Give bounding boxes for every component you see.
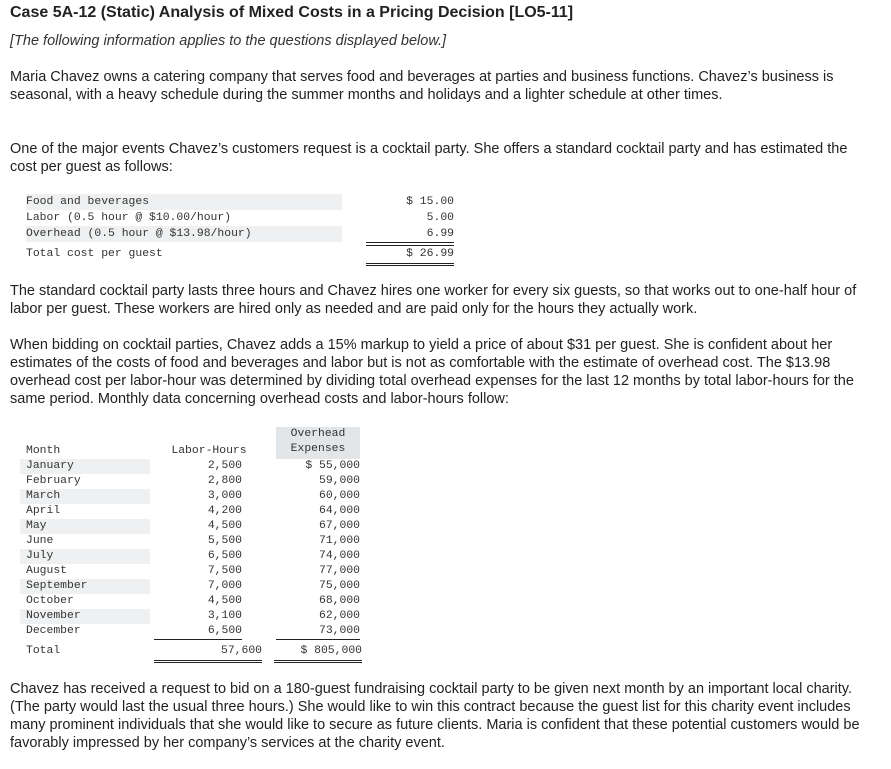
intro-note: [The following information applies to the questions displayed below.] — [10, 33, 447, 49]
monthly-total-row — [20, 642, 365, 660]
overhead-cell: $ 55,000 — [305, 460, 360, 472]
overhead-cell: 73,000 — [276, 624, 360, 640]
labor-hours-cell: 7,500 — [207, 565, 242, 577]
labor-hours-cell: 2,500 — [207, 460, 242, 472]
labor-hours-cell: 5,500 — [207, 535, 242, 547]
labor-hours-cell: 3,100 — [207, 610, 242, 622]
case-title: Case 5A-12 (Static) Analysis of Mixed Costs in a Pricing Decision [LO5-11] — [10, 4, 574, 21]
month-row — [20, 624, 365, 639]
monthly-rows — [20, 459, 365, 639]
cost-row-label: Food and beverages — [26, 194, 342, 210]
cost-row — [20, 210, 454, 226]
paragraph-labor: The standard cocktail party lasts three hours and Chavez hires one worker for every six guests, so that works out to one-half hour of labor per guest. These workers are hired only as needed and are paid only for the hours they actually work. — [10, 283, 857, 317]
month-row — [20, 519, 365, 534]
month-row — [20, 564, 365, 579]
month-row — [20, 489, 365, 504]
overhead-cell: 64,000 — [318, 505, 360, 517]
cost-row — [20, 226, 454, 242]
total-labor-hours-value: 57,600 — [220, 645, 262, 657]
month-row — [20, 579, 365, 594]
overhead-cell: 75,000 — [318, 580, 360, 592]
header-overhead-line2: Expenses — [290, 443, 346, 455]
month-cell: October — [26, 595, 74, 607]
header-overhead-line1: Overhead — [290, 428, 346, 440]
month-cell: August — [26, 565, 68, 577]
month-row — [20, 594, 365, 609]
overhead-cell: 71,000 — [318, 535, 360, 547]
month-cell: September — [20, 579, 150, 594]
labor-hours-cell: 4,200 — [207, 505, 242, 517]
month-cell: November — [20, 609, 150, 624]
month-row — [20, 459, 365, 474]
cost-row-label: Overhead (0.5 hour @ $13.98/hour) — [26, 226, 342, 242]
month-row — [20, 474, 365, 489]
total-label: Total — [26, 645, 61, 657]
labor-hours-cell: 4,500 — [207, 595, 242, 607]
cost-row — [20, 194, 454, 210]
paragraph-markup: When bidding on cocktail parties, Chavez adds a 15% markup to yield a price of about $31 per guest. She is confident about her estimates of the costs of food and beverages and labor but is not as comfortable with the estimate of overhead cost. The $13.98 overhead cost per labor-hour was determined by dividing total overhead expenses for the last 12 months by total labor-hours for the same period. Monthly data concerning overhead costs and labor-hours follow: — [10, 337, 854, 407]
month-cell: May — [20, 519, 150, 534]
cost-row-value: 5.00 — [426, 212, 454, 224]
month-cell: December — [26, 625, 81, 637]
paragraph-business: Maria Chavez owns a catering company that serves food and beverages at parties and business functions. Chavez’s business is seasonal, with a heavy schedule during the summer months and holidays and a lighter schedule at other times. — [10, 69, 834, 103]
cost-per-guest-table — [20, 194, 454, 263]
labor-hours-cell: 4,500 — [207, 520, 242, 532]
month-row — [20, 504, 365, 519]
overhead-cell: 68,000 — [318, 595, 360, 607]
header-labor-hours: Labor-Hours — [171, 445, 247, 457]
overhead-cell: 74,000 — [318, 550, 360, 562]
cost-total-row — [20, 245, 454, 263]
month-cell: March — [20, 489, 150, 504]
month-cell: January — [20, 459, 150, 474]
cost-total-label: Total cost per guest — [26, 248, 163, 260]
month-row — [20, 549, 365, 564]
cost-row-value: 6.99 — [366, 226, 454, 243]
header-overhead — [276, 427, 360, 459]
labor-hours-cell: 6,500 — [207, 550, 242, 562]
month-cell: April — [26, 505, 61, 517]
labor-hours-cell: 7,000 — [207, 580, 242, 592]
month-row — [20, 534, 365, 549]
cost-row-label: Labor (0.5 hour @ $10.00/hour) — [26, 212, 232, 224]
overhead-cell: 77,000 — [318, 565, 360, 577]
month-cell: June — [26, 535, 54, 547]
month-row — [20, 609, 365, 624]
month-cell: July — [20, 549, 150, 564]
overhead-cell: 62,000 — [318, 610, 360, 622]
paragraph-cocktail-party: One of the major events Chavez’s customers request is a cocktail party. She offers a standard cocktail party and has estimated the cost per guest as follows: — [10, 141, 848, 175]
total-overhead: $ 805,000 — [274, 642, 362, 663]
overhead-cell: 59,000 — [318, 475, 360, 487]
cost-total-value: $ 26.99 — [366, 245, 454, 266]
overhead-cell: 67,000 — [318, 520, 360, 532]
labor-hours-cell: 3,000 — [207, 490, 242, 502]
labor-hours-cell: 6,500 — [154, 624, 242, 640]
overhead-cell: 60,000 — [318, 490, 360, 502]
total-labor-hours — [154, 642, 262, 663]
cost-row-value: $ 15.00 — [406, 196, 454, 208]
month-cell: February — [26, 475, 81, 487]
monthly-table-header — [20, 427, 365, 459]
paragraph-charity-bid: Chavez has received a request to bid on a 180-guest fundraising cocktail party to be given next month by an important local charity. (The party would last the usual three hours.) She would like to win this contract because the guest list for this charity event includes many prominent individuals that she would like to secure as future clients. Maria is confident that these potential customers would be favorably impressed by her company’s services at the charity event. — [10, 681, 860, 751]
labor-hours-cell: 2,800 — [207, 475, 242, 487]
monthly-overhead-table — [20, 427, 365, 660]
header-month: Month — [26, 445, 61, 457]
